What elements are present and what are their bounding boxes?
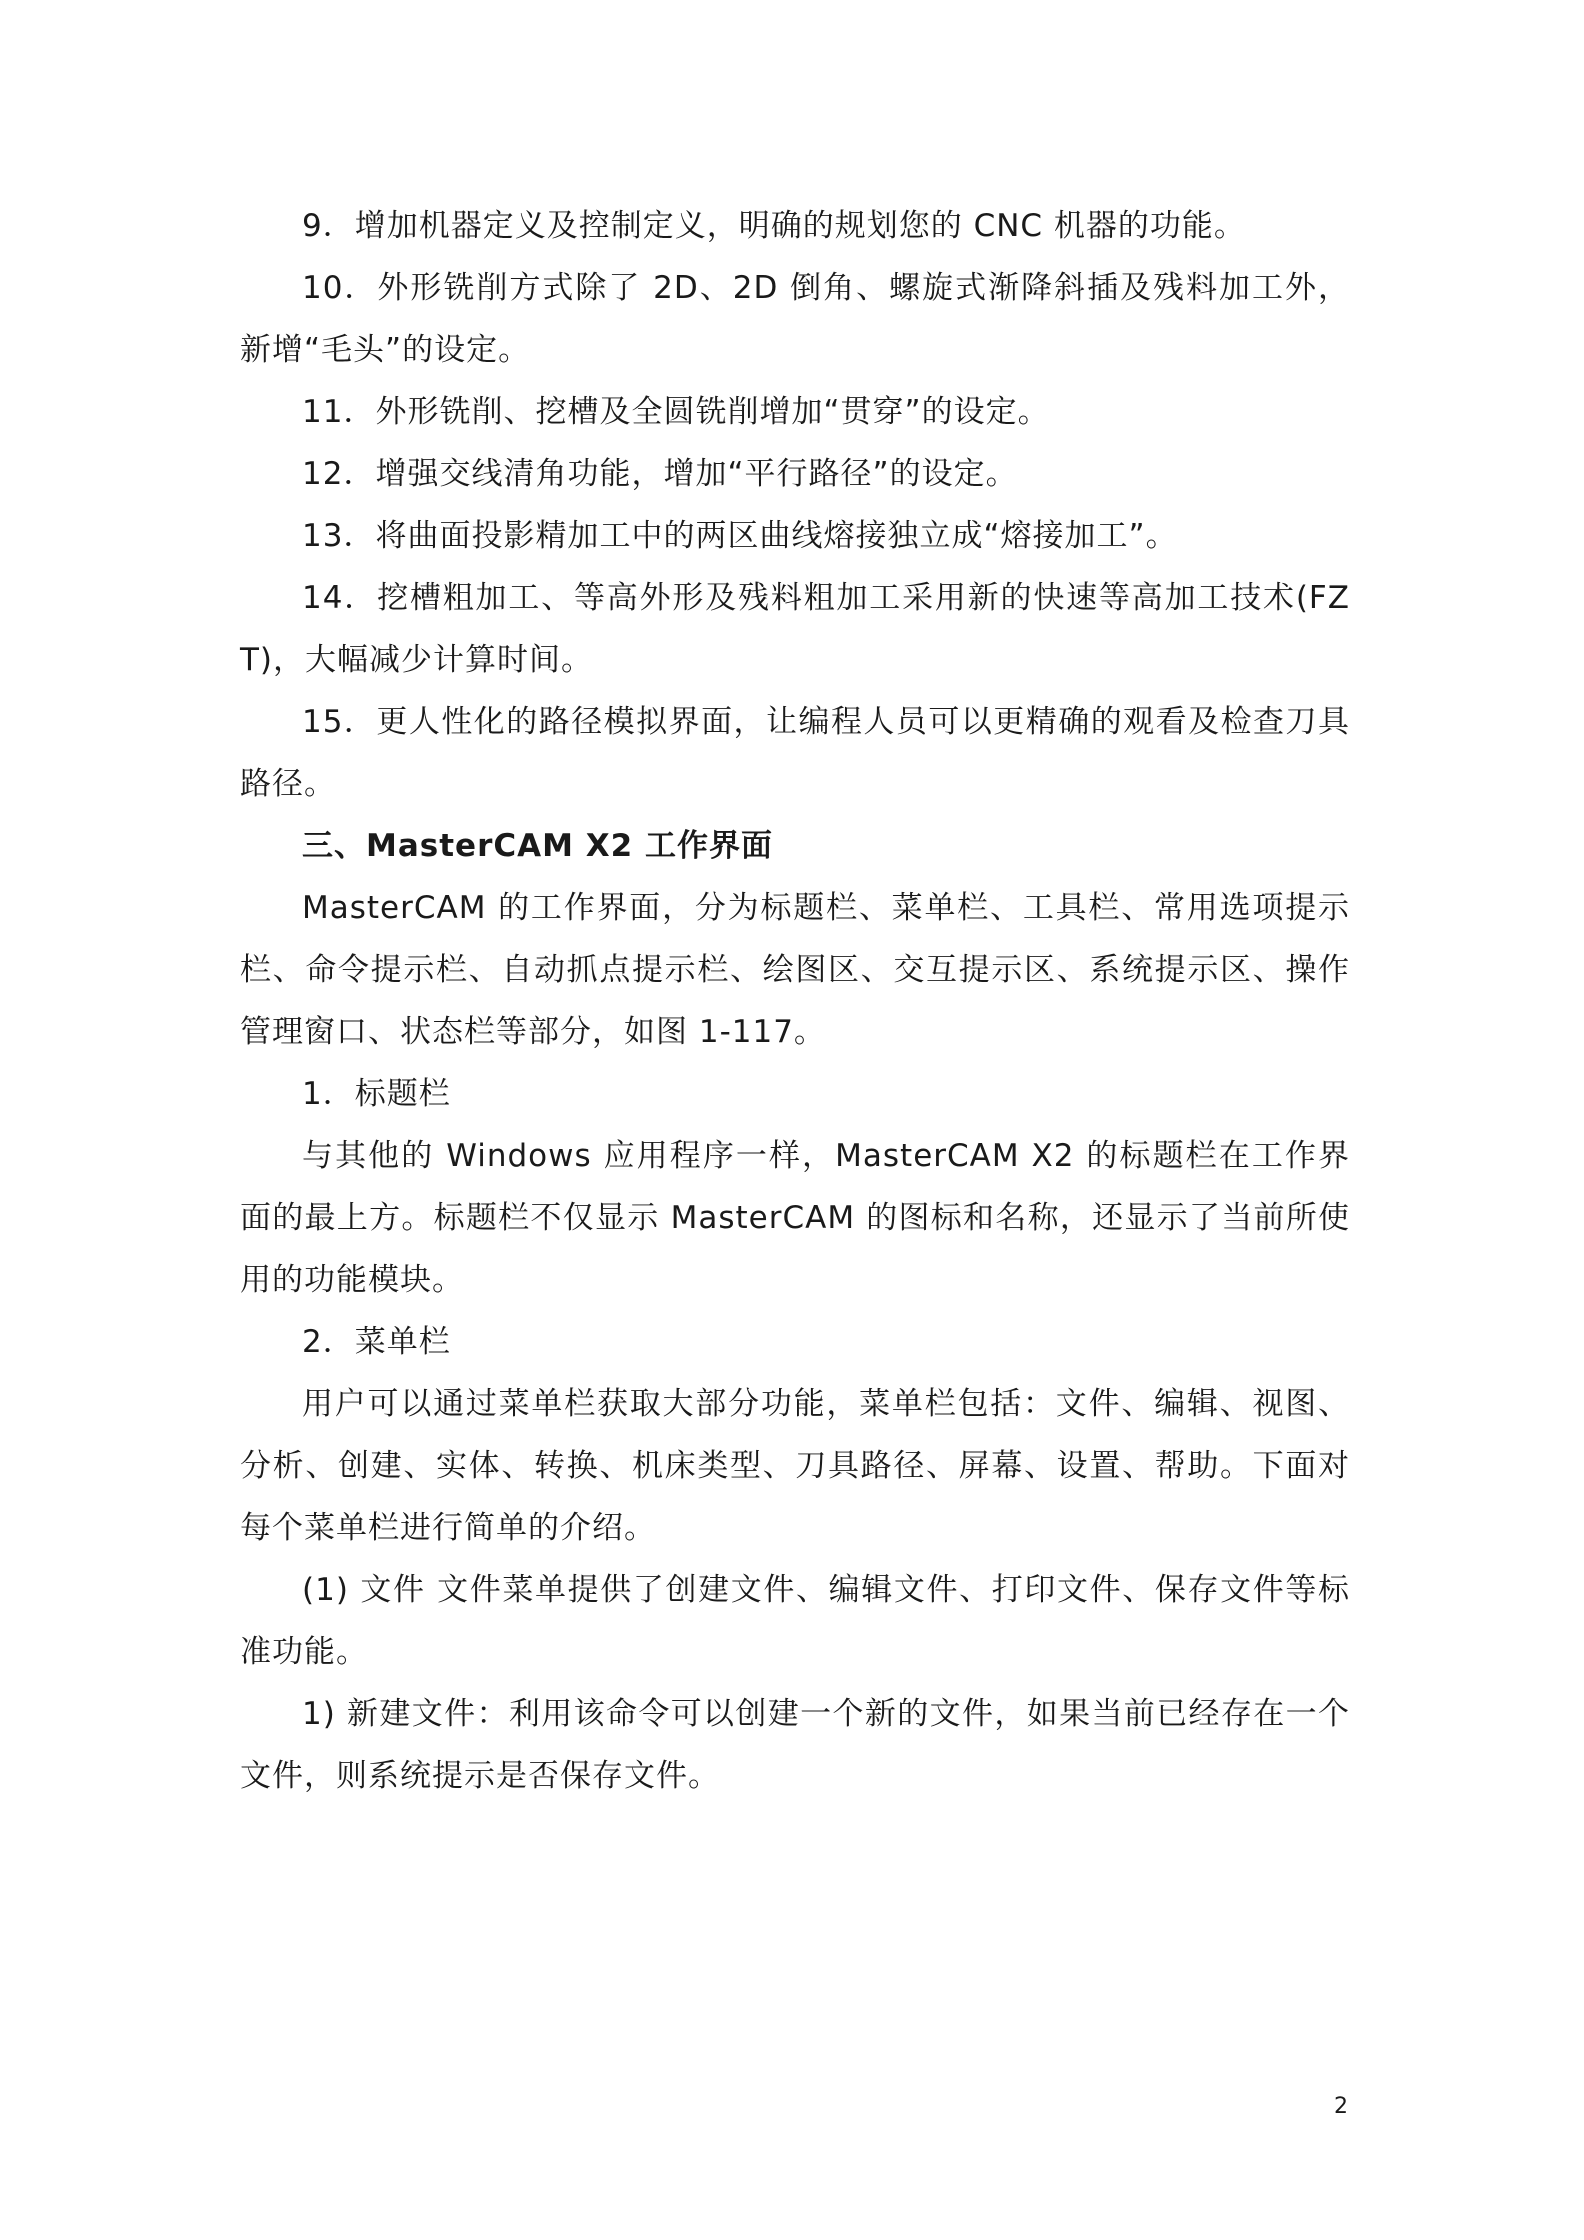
new-file-paragraph: 1) 新建文件：利用该命令可以创建一个新的文件，如果当前已经存在一个文件，则系统提示是否保存文件。 bbox=[240, 1696, 1350, 1794]
list-item-13: 13．将曲面投影精加工中的两区曲线熔接独立成“熔接加工”。 bbox=[302, 518, 1178, 554]
title-bar-paragraph: 与其他的 Windows 应用程序一样，MasterCAM X2 的标题栏在工作界面的最上方。标题栏不仅显示 MasterCAM 的图标和名称，还显示了当前所使用的功能模块。 bbox=[240, 1138, 1350, 1298]
menu-bar-paragraph: 用户可以通过菜单栏获取大部分功能，菜单栏包括：文件、编辑、视图、分析、创建、实体、转换、机床类型、刀具路径、屏幕、设置、帮助。下面对每个菜单栏进行简单的介绍。 bbox=[240, 1386, 1350, 1546]
page-number: 2 bbox=[1334, 2094, 1348, 2119]
subheading-menu-bar: 2．菜单栏 bbox=[302, 1324, 451, 1360]
list-item-12: 12．增强交线清角功能，增加“平行路径”的设定。 bbox=[302, 456, 1018, 492]
section-intro-paragraph: MasterCAM 的工作界面，分为标题栏、菜单栏、工具栏、常用选项提示栏、命令提示栏、自动抓点提示栏、绘图区、交互提示区、系统提示区、操作管理窗口、状态栏等部分，如图 1-117。 bbox=[240, 890, 1350, 1050]
list-item-15: 15．更人性化的路径模拟界面，让编程人员可以更精确的观看及检查刀具路径。 bbox=[240, 704, 1350, 802]
list-item-14: 14．挖槽粗加工、等高外形及残料粗加工采用新的快速等高加工技术(FZT)，大幅减少计算时间。 bbox=[240, 580, 1350, 678]
list-item-11: 11．外形铣削、挖槽及全圆铣削增加“贯穿”的设定。 bbox=[302, 394, 1050, 430]
section-heading: 三、MasterCAM X2 工作界面 bbox=[302, 828, 773, 864]
subheading-title-bar: 1．标题栏 bbox=[302, 1076, 451, 1112]
list-item-9: 9．增加机器定义及控制定义，明确的规划您的 CNC 机器的功能。 bbox=[302, 208, 1246, 244]
document-body bbox=[240, 195, 1350, 1807]
file-menu-paragraph: (1) 文件 文件菜单提供了创建文件、编辑文件、打印文件、保存文件等标准功能。 bbox=[240, 1572, 1350, 1670]
list-item-10: 10．外形铣削方式除了 2D、2D 倒角、螺旋式渐降斜插及残料加工外，新增“毛头”的设定。 bbox=[240, 270, 1350, 368]
